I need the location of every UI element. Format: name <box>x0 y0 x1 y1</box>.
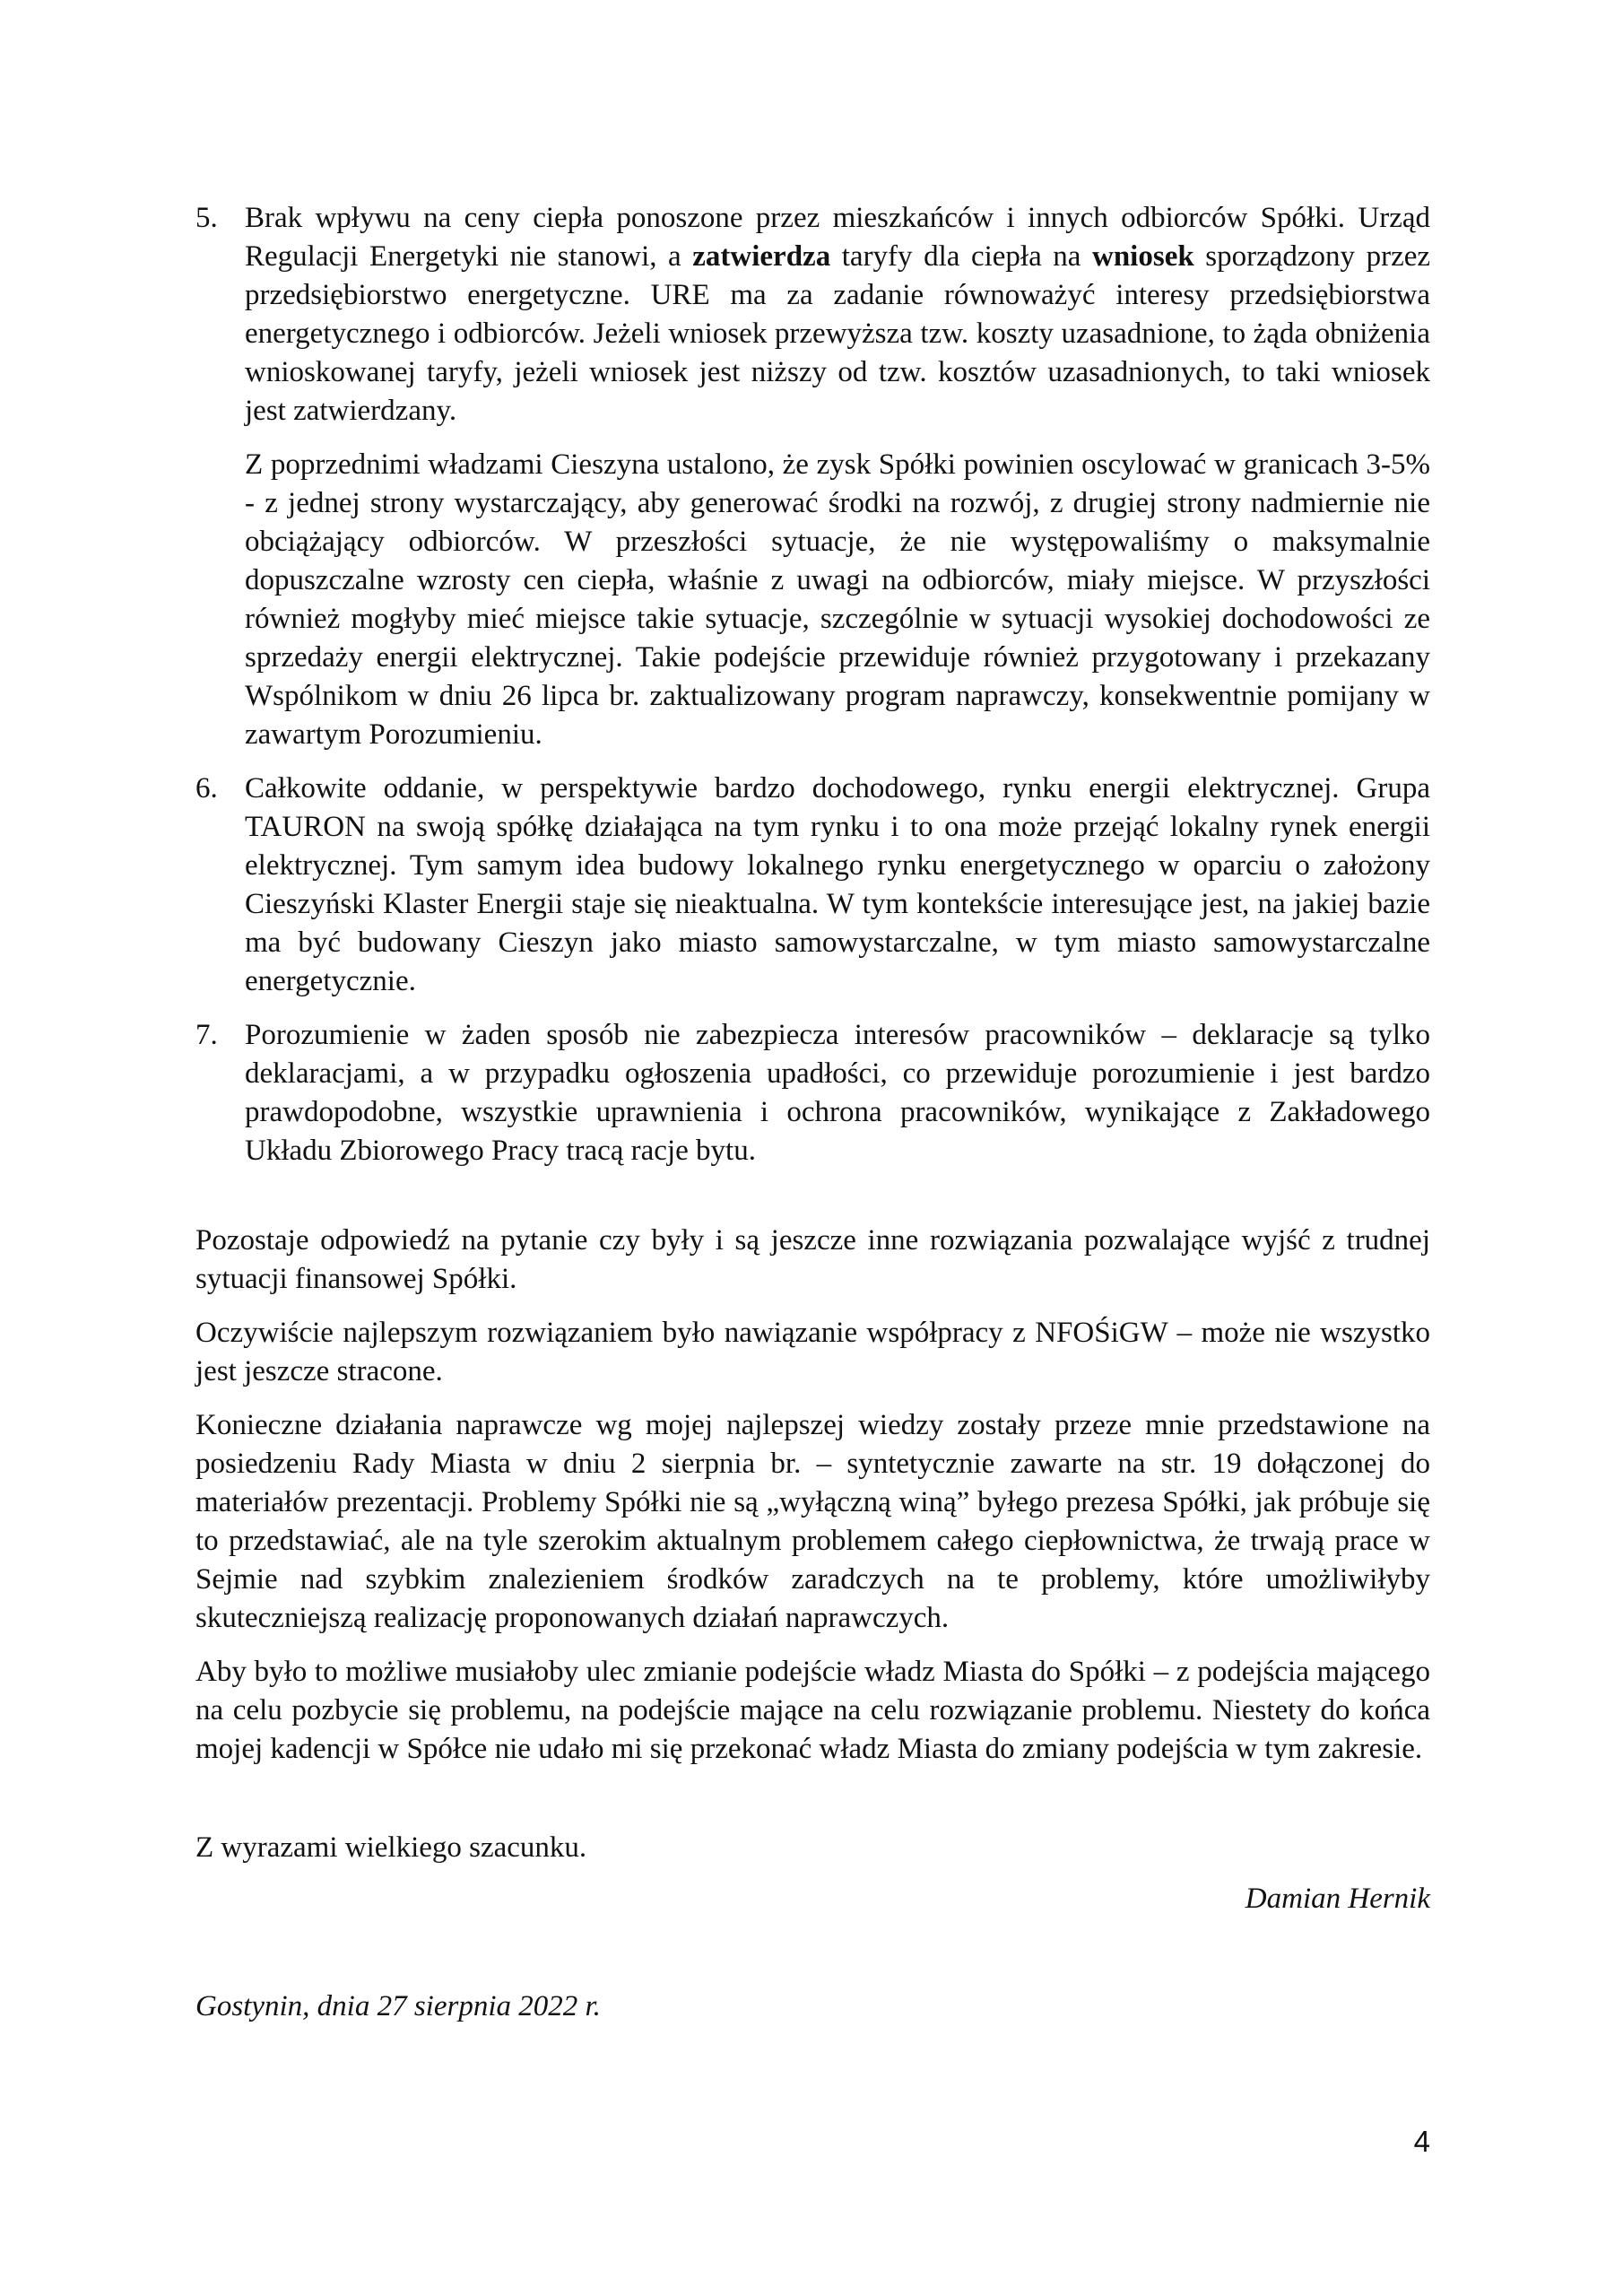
paragraph-remedial: Konieczne działania naprawcze wg mojej najlepszej wiedzy zostały przeze mnie przedstawione na posiedzeniu Rady Miasta w dniu 2 sierpnia br. – syntetycznie zawarte na str. 19 dołączonej do materiałów prezentacji. Problemy Spółki nie są „wyłączną winą” byłego prezesa Spółki, jak próbuje się to przedstawiać, ale na tyle szerokim aktualnym problemem całego ciepłownictwa, że trwają prace w Sejmie nad szybkim znalezieniem środków zaradczych na te problemy, które umożliwiłyby skuteczniejszą realizację proponowanych działań naprawczych. <box>195 1409 1430 1634</box>
list-item-5 <box>195 199 1430 754</box>
date-line: Gostynin, dnia 27 sierpnia 2022 r. <box>195 1990 601 2022</box>
vertical-spacer <box>195 1186 1430 1222</box>
paragraph-approach: Aby było to możliwe musiałoby ulec zmianie podejście władz Miasta do Spółki – z podejścia mającego na celu pozbycie się problemu, na podejście mające na celu rozwiązanie problemu. Niestety do końca mojej kadencji w Spółce nie udało mi się przekonać władz Miasta do zmiany podejścia w tym zakresie. <box>195 1656 1430 1765</box>
paragraph-nfosigw: Oczywiście najlepszym rozwiązaniem było nawiązanie współpracy z NFOŚiGW – może nie wszystko jest jeszcze stracone. <box>195 1317 1430 1387</box>
vertical-spacer <box>195 1784 1430 1829</box>
paragraph <box>245 199 1430 430</box>
bold-text-run: zatwierdza <box>692 240 831 273</box>
page-number: 4 <box>1413 2125 1430 2158</box>
paragraph: Z poprzednimi władzami Cieszyna ustalono, że zysk Spółki powinien oscylować w granicach 3-5% - z jednej strony wystarczający, aby generować środki na rozwój, z drugiej strony nadmiernie nie obciążający odbiorców. W przeszłości sytuacje, że nie występowaliśmy o maksymalnie dopuszczalne wzrosty cen ciepła, właśnie z uwagi na odbiorców, miały miejsce. W przyszłości również mogłyby mieć miejsce takie sytuacje, szczególnie w sytuacji wysokiej dochodowości ze sprzedaży energii elektrycznej. Takie podejście przewiduje również przygotowany i przekazany Wspólnikom w dniu 26 lipca br. zaktualizowany program naprawczy, konsekwentnie pomijany w zawartym Porozumieniu. <box>245 448 1430 751</box>
list-item-number: 5. <box>195 202 218 234</box>
text-run: Brak wpływu na ceny ciepła ponoszone przez mieszkańców i innych odbiorców Spółki. Urząd Regulacji Energetyki nie stanowi, a <box>245 202 1430 273</box>
bold-text-run: wniosek <box>1092 240 1194 273</box>
paragraph: Całkowite oddanie, w perspektywie bardzo dochodowego, rynku energii elektrycznej. Grupa TAURON na swoją spółkę działająca na tym rynku i to ona może przejąć lokalny rynek energii elektrycznej. Tym samym idea budowy lokalnego rynku energetycznego w oparciu o założony Cieszyński Klaster Energii staje się nieaktualna. W tym kontekście interesujące jest, na jakiej bazie ma być budowany Cieszyn jako miasto samowystarczalne, w tym miasto samowystarczalne energetycznie. <box>245 772 1430 997</box>
signature-name: Damian Hernik <box>1245 1883 1430 1915</box>
list-item-7 <box>195 1016 1430 1170</box>
closing-line: Z wyrazami wielkiego szacunku. <box>195 1831 587 1864</box>
text-run: sporządzony przez przedsiębiorstwo energetyczne. URE ma za zadanie równoważyć interesy przedsiębiorstwa energetycznego i odbiorców. Jeżeli wniosek przewyższa tzw. koszty uzasadnione, to żąda obniżenia wnioskowanej taryfy, jeżeli wniosek jest niższy od tzw. kosztów uzasadnionych, to taki wniosek jest zatwierdzany. <box>245 240 1431 427</box>
paragraph: Porozumienie w żaden sposób nie zabezpiecza interesów pracowników – deklaracje są tylko deklaracjami, a w przypadku ogłoszenia upadłości, co przewiduje porozumienie i jest bardzo prawdopodobne, wszystkie uprawnienia i ochrona pracowników, wynikające z Zakładowego Układu Zbiorowego Pracy tracą racje bytu. <box>245 1019 1430 1167</box>
list-item-number: 6. <box>195 772 218 804</box>
paragraph-question: Pozostaje odpowiedź na pytanie czy były i są jeszcze inne rozwiązania pozwalające wyjść z trudnej sytuacji finansowej Spółki. <box>195 1224 1430 1295</box>
list-item-number: 7. <box>195 1019 218 1051</box>
text-run: taryfy dla ciepła na <box>830 240 1092 273</box>
letter-body <box>195 199 1430 2026</box>
list-item-6 <box>195 770 1430 1001</box>
